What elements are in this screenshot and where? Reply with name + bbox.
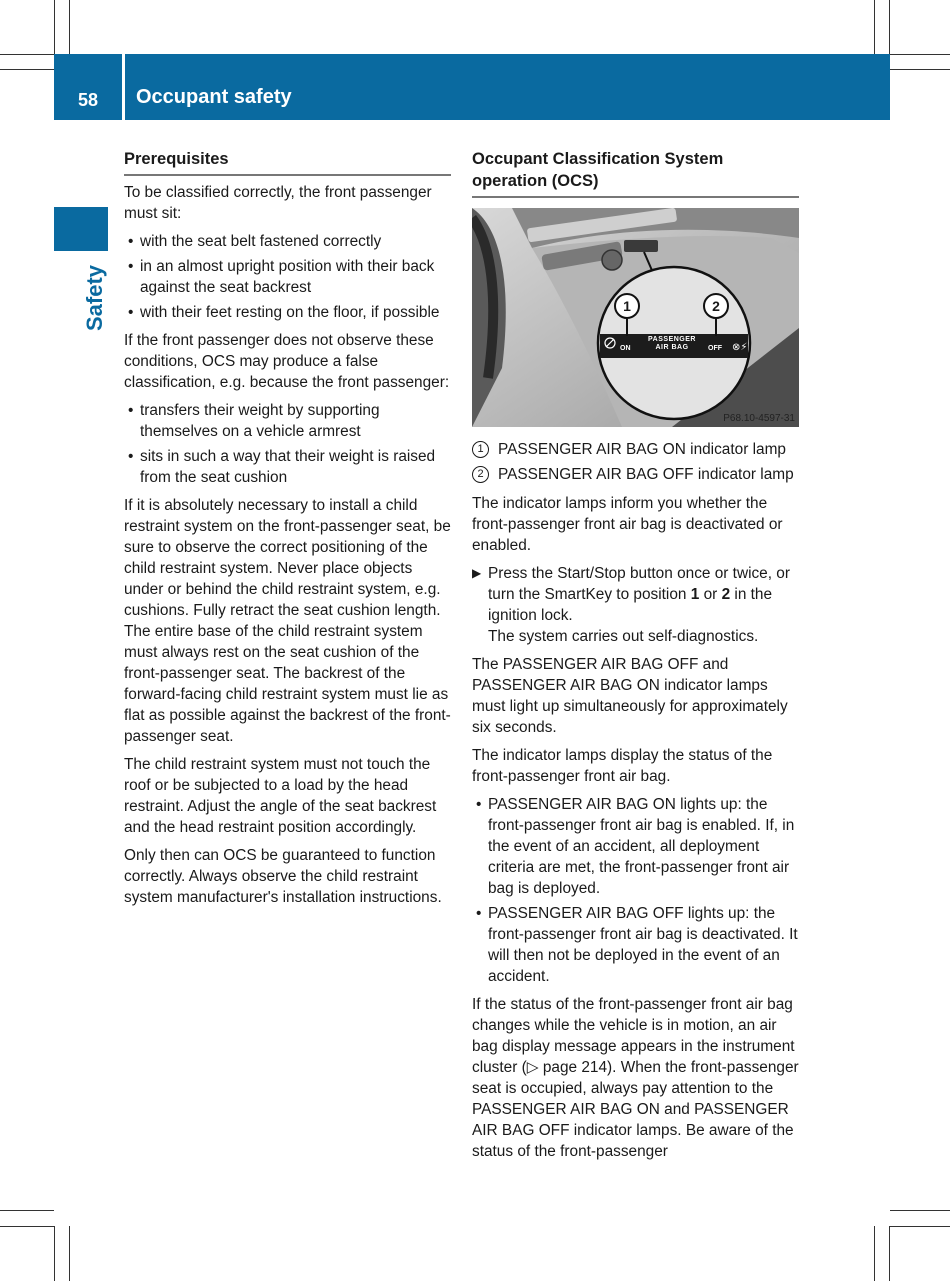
crop-mark: [0, 69, 54, 70]
crop-mark: [69, 1226, 70, 1281]
status-paragraph: The indicator lamps display the status of the front-passenger front air bag.: [472, 747, 773, 785]
install-paragraph: If it is absolutely necessary to install a child restraint system on the front-passenger seat, be sure to observe the correct positioning of the child restraint system. Never place objects under or behind the child restraint system, e.g. cushions. Fully retract the seat cushion length. The entire base of the child restraint system must always rest on the seat cushion of the front-passenger seat. The backrest of the forward-facing child restraint system must lie as flat as possible against the backrest of the front-passenger seat.: [124, 497, 451, 745]
step-result: The system carries out self-diagnostics.: [488, 628, 759, 645]
guarantee-paragraph: Only then can OCS be guaranteed to function correctly. Always observe the child restraint system manufacturer's installation instructions.: [124, 847, 442, 906]
right-column: [472, 148, 799, 1169]
list-item: • transfers their weight by supporting themselves on a vehicle armrest: [124, 400, 451, 442]
callout-2: 2: [712, 298, 720, 314]
step-text: or: [699, 586, 722, 603]
roof-paragraph: The child restraint system must not touch the roof or be subjected to a load by the head restraint. Adjust the angle of the seat backrest and the head restraint position accordingly.: [124, 756, 437, 836]
list-item: • PASSENGER AIR BAG OFF lights up: the front-passenger front air bag is deactivated. It will then not be deployed in the event of an accident.: [472, 903, 799, 987]
lamp-on-label: ON: [620, 345, 631, 352]
false-classification-list: [124, 400, 451, 488]
dashboard-illustration: [472, 208, 799, 427]
legend-number: 2: [472, 466, 489, 483]
list-item: • with the seat belt fastened correctly: [124, 231, 451, 252]
intro-paragraph: To be classified correctly, the front passenger must sit:: [124, 184, 432, 222]
crop-mark: [0, 1226, 54, 1227]
step-text: Press the Start/Stop button once or twice, or turn the SmartKey to position: [488, 565, 790, 603]
light-paragraph: The PASSENGER AIR BAG OFF and PASSENGER AIR BAG ON indicator lamps must light up simultaneously for approximately six seconds.: [472, 656, 788, 736]
figure-reference: P68.10-4597-31: [723, 413, 795, 424]
crop-mark: [54, 0, 55, 54]
page-number: 58: [78, 90, 99, 110]
legend-number: 1: [472, 441, 489, 458]
status-list: [472, 794, 799, 987]
position-1: 1: [690, 586, 700, 603]
list-item: • with their feet resting on the floor, if possible: [124, 302, 451, 323]
step-arrow-icon: ▶: [472, 566, 482, 580]
crop-mark: [0, 54, 54, 55]
list-item: • sits in such a way that their weight is raised from the seat cushion: [124, 446, 451, 488]
side-tab-label: Safety: [82, 264, 107, 331]
prerequisites-heading: Prerequisites: [124, 148, 451, 176]
legend-item-2: [472, 464, 799, 485]
sit-list: [124, 231, 451, 323]
crop-mark: [890, 54, 950, 55]
false-classification-paragraph: If the front passenger does not observe these conditions, OCS may produce a false classification, e.g. because the front passenger:: [124, 332, 450, 391]
crop-mark: [54, 1226, 55, 1281]
legend-text: PASSENGER AIR BAG ON indicator lamp: [498, 441, 786, 458]
crop-mark: [890, 69, 950, 70]
legend-item-1: [472, 439, 799, 460]
crop-mark: [889, 0, 890, 54]
crop-mark: [889, 1226, 890, 1281]
ocs-heading: Occupant Classification System operation (OCS): [472, 148, 799, 198]
instruction-step: [472, 563, 799, 647]
step-text: in the ignition lock.: [488, 586, 773, 624]
crop-mark: [890, 1226, 950, 1227]
lamp-center-label-1: PASSENGER: [648, 336, 696, 343]
lamp-center-label-2: AIR BAG: [655, 344, 689, 351]
header-divider: [122, 54, 125, 120]
crop-mark: [874, 1226, 875, 1281]
callout-1: 1: [623, 298, 631, 314]
svg-text:⊗⚡: ⊗⚡: [732, 342, 748, 353]
list-item: • PASSENGER AIR BAG ON lights up: the front-passenger front air bag is enabled. If, in the event of an accident, all deployment criteria are met, the front-passenger front air bag is deployed.: [472, 794, 799, 899]
inform-paragraph: The indicator lamps inform you whether the front-passenger front air bag is deactivated or enabled.: [472, 495, 783, 554]
change-paragraph: If the status of the front-passenger front air bag changes while the vehicle is in motion, an air bag display message appears in the instrument cluster (▷ page 214). When the front-passenger seat is occupied, always pay attention to the PASSENGER AIR BAG ON and PASSENGER AIR BAG OFF indicator lamps. Be aware of the status of the front-passenger: [472, 996, 799, 1160]
legend-text: PASSENGER AIR BAG OFF indicator lamp: [498, 466, 794, 483]
crop-mark: [874, 0, 875, 54]
position-2: 2: [721, 586, 731, 603]
list-item: • in an almost upright position with their back against the seat backrest: [124, 256, 451, 298]
crop-mark: [890, 1210, 950, 1211]
crop-mark: [69, 0, 70, 54]
lamp-off-label: OFF: [708, 345, 722, 352]
left-column: [124, 148, 451, 915]
section-title: Occupant safety: [136, 86, 292, 108]
crop-mark: [0, 1210, 54, 1211]
dashboard-figure: [472, 208, 799, 427]
